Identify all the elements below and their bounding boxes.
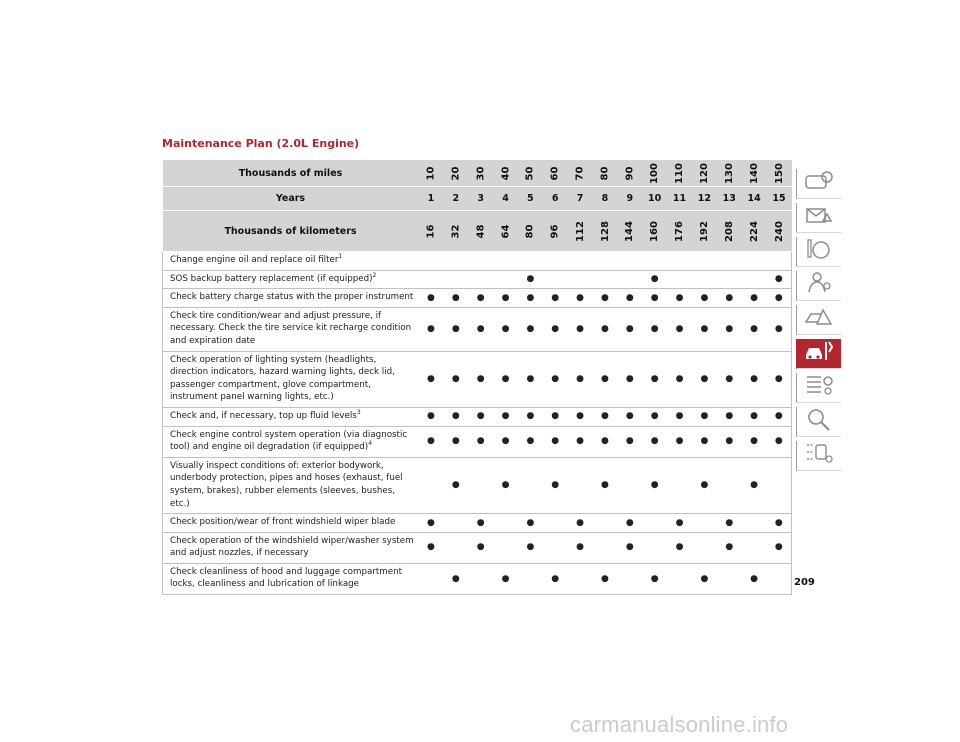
- year-column-6: 6: [543, 187, 568, 211]
- empty-cell: [518, 457, 543, 513]
- km-column-4: 64: [493, 211, 518, 252]
- empty-cell: [692, 532, 717, 563]
- service-due-bullet: ●: [717, 307, 742, 351]
- service-due-bullet: ●: [593, 307, 618, 351]
- service-due-bullet: ●: [692, 307, 717, 351]
- service-due-bullet: ●: [493, 307, 518, 351]
- service-due-bullet: ●: [543, 457, 568, 513]
- service-due-bullet: ●: [617, 514, 642, 533]
- service-due-bullet: ●: [667, 532, 692, 563]
- service-due-bullet: ●: [742, 407, 767, 426]
- service-due-bullet: ●: [742, 351, 767, 407]
- service-due-bullet: ●: [742, 426, 767, 457]
- year-column-11: 11: [667, 187, 692, 211]
- service-due-bullet: ●: [767, 289, 792, 308]
- empty-cell: [543, 270, 568, 289]
- service-due-bullet: ●: [767, 351, 792, 407]
- service-due-bullet: ●: [617, 289, 642, 308]
- service-due-bullet: ●: [419, 532, 444, 563]
- service-due-bullet: ●: [419, 426, 444, 457]
- miles-column-11: 110: [667, 160, 692, 187]
- service-due-bullet: ●: [667, 514, 692, 533]
- service-due-bullet: ●: [617, 407, 642, 426]
- service-due-bullet: ●: [617, 532, 642, 563]
- emergency-icon: [803, 304, 835, 335]
- years-header-row: [163, 187, 792, 211]
- empty-cell: [617, 252, 642, 271]
- empty-cell: [419, 563, 444, 594]
- starting-driving-icon: [803, 270, 835, 301]
- table-row: [163, 426, 792, 457]
- table-row: [163, 351, 792, 407]
- miles-column-12: 120: [692, 160, 717, 187]
- service-item-label: Check operation of the windshield wiper/washer system and adjust nozzles, if necessary: [163, 532, 419, 563]
- empty-cell: [642, 514, 667, 533]
- service-item-label: Visually inspect conditions of: exterior bodywork, underbody protection, pipes and hoses (exhaust, fuel system, brakes), rubber elements (sleeves, bushes, etc.): [163, 457, 419, 513]
- table-row: [163, 252, 792, 271]
- service-due-bullet: ●: [543, 307, 568, 351]
- service-due-bullet: ●: [717, 532, 742, 563]
- chapter-tab-sidebar: [796, 169, 841, 475]
- service-due-bullet: ●: [419, 289, 444, 308]
- miles-header-row: [163, 160, 792, 187]
- table-row: [163, 407, 792, 426]
- km-column-6: 96: [543, 211, 568, 252]
- service-due-bullet: ●: [617, 351, 642, 407]
- service-item-label: Check cleanliness of hood and luggage compartment locks, cleanliness and lubrication of linkage: [163, 563, 419, 594]
- year-column-10: 10: [642, 187, 667, 211]
- empty-cell: [692, 252, 717, 271]
- service-due-bullet: ●: [443, 351, 468, 407]
- empty-cell: [468, 457, 493, 513]
- watermark-text: carmanualsonline.info: [570, 712, 789, 737]
- empty-cell: [717, 252, 742, 271]
- service-due-bullet: ●: [493, 289, 518, 308]
- service-due-bullet: ●: [642, 457, 667, 513]
- technical-specs-icon: [803, 372, 835, 403]
- empty-cell: [419, 457, 444, 513]
- service-due-bullet: ●: [667, 426, 692, 457]
- year-column-1: 1: [419, 187, 444, 211]
- service-due-bullet: ●: [593, 426, 618, 457]
- year-column-14: 14: [742, 187, 767, 211]
- empty-cell: [667, 252, 692, 271]
- service-due-bullet: ●: [443, 307, 468, 351]
- service-due-bullet: ●: [468, 426, 493, 457]
- service-item-label: Check position/wear of front windshield wiper blade: [163, 514, 419, 533]
- service-due-bullet: ●: [543, 351, 568, 407]
- multimedia-icon: [803, 440, 835, 471]
- service-due-bullet: ●: [419, 351, 444, 407]
- service-due-bullet: ●: [692, 426, 717, 457]
- chapter-tab-technical-specs[interactable]: [796, 373, 841, 403]
- empty-cell: [617, 457, 642, 513]
- empty-cell: [593, 270, 618, 289]
- service-due-bullet: ●: [468, 307, 493, 351]
- year-column-3: 3: [468, 187, 493, 211]
- service-due-bullet: ●: [717, 426, 742, 457]
- miles-column-10: 100: [642, 160, 667, 187]
- service-due-bullet: ●: [767, 426, 792, 457]
- service-due-bullet: ●: [767, 307, 792, 351]
- empty-cell: [617, 563, 642, 594]
- empty-cell: [443, 514, 468, 533]
- empty-cell: [543, 514, 568, 533]
- service-due-bullet: ●: [692, 289, 717, 308]
- empty-cell: [568, 252, 593, 271]
- service-due-bullet: ●: [543, 563, 568, 594]
- service-due-bullet: ●: [468, 407, 493, 426]
- service-due-bullet: ●: [443, 407, 468, 426]
- service-due-bullet: ●: [742, 457, 767, 513]
- page-title: Maintenance Plan (2.0L Engine): [162, 137, 360, 150]
- service-due-bullet: ●: [767, 514, 792, 533]
- empty-cell: [667, 563, 692, 594]
- service-due-bullet: ●: [742, 563, 767, 594]
- empty-cell: [692, 270, 717, 289]
- km-column-10: 160: [642, 211, 667, 252]
- km-column-8: 128: [593, 211, 618, 252]
- service-due-bullet: ●: [717, 407, 742, 426]
- km-column-2: 32: [443, 211, 468, 252]
- chapter-tab-warning-lights[interactable]: [796, 203, 841, 233]
- miles-column-4: 40: [493, 160, 518, 187]
- service-due-bullet: ●: [568, 351, 593, 407]
- chapter-tab-dashboard[interactable]: [796, 169, 841, 199]
- servicing-maintenance-icon: [803, 338, 835, 369]
- service-due-bullet: ●: [692, 407, 717, 426]
- empty-cell: [518, 563, 543, 594]
- empty-cell: [593, 532, 618, 563]
- service-due-bullet: ●: [443, 457, 468, 513]
- service-due-bullet: ●: [468, 351, 493, 407]
- page-number: 209: [794, 577, 815, 588]
- footnote-marker: 1: [338, 253, 343, 261]
- empty-cell: [742, 514, 767, 533]
- service-due-bullet: ●: [568, 514, 593, 533]
- service-due-bullet: ●: [593, 563, 618, 594]
- miles-column-5: 50: [518, 160, 543, 187]
- table-row: [163, 514, 792, 533]
- empty-cell: [568, 457, 593, 513]
- empty-cell: [717, 457, 742, 513]
- year-column-5: 5: [518, 187, 543, 211]
- service-due-bullet: ●: [493, 426, 518, 457]
- chapter-tab-multimedia[interactable]: [796, 441, 841, 471]
- service-due-bullet: ●: [717, 289, 742, 308]
- chapter-tab-servicing-maintenance[interactable]: [796, 339, 841, 369]
- empty-cell: [642, 532, 667, 563]
- service-due-bullet: ●: [642, 351, 667, 407]
- empty-cell: [742, 532, 767, 563]
- service-item-label: Change engine oil and replace oil filter$^1$: [163, 252, 419, 271]
- service-due-bullet: ●: [593, 407, 618, 426]
- miles-column-13: 130: [717, 160, 742, 187]
- empty-cell: [667, 270, 692, 289]
- service-due-bullet: ●: [493, 407, 518, 426]
- chapter-tab-index-search[interactable]: [796, 407, 841, 437]
- empty-cell: [593, 252, 618, 271]
- service-due-bullet: ●: [518, 270, 543, 289]
- empty-cell: [543, 252, 568, 271]
- empty-cell: [443, 532, 468, 563]
- warning-lights-icon: [803, 202, 835, 233]
- miles-column-9: 90: [617, 160, 642, 187]
- service-due-bullet: ●: [568, 307, 593, 351]
- service-item-label: Check tire condition/wear and adjust pressure, if necessary. Check the tire service kit recharge condition and expiration date: [163, 307, 419, 351]
- service-due-bullet: ●: [518, 407, 543, 426]
- empty-cell: [518, 252, 543, 271]
- service-due-bullet: ●: [717, 351, 742, 407]
- empty-cell: [493, 252, 518, 271]
- year-column-2: 2: [443, 187, 468, 211]
- service-due-bullet: ●: [642, 289, 667, 308]
- index-search-icon: [803, 406, 835, 437]
- service-due-bullet: ●: [568, 289, 593, 308]
- service-due-bullet: ●: [518, 351, 543, 407]
- service-item-label: SOS backup battery replacement (if equipped)$^2$: [163, 270, 419, 289]
- service-due-bullet: ●: [518, 514, 543, 533]
- empty-cell: [593, 514, 618, 533]
- footnote-marker: 2: [372, 271, 377, 279]
- miles-header-label: Thousands of miles: [163, 160, 419, 187]
- service-due-bullet: ●: [692, 563, 717, 594]
- service-due-bullet: ●: [742, 307, 767, 351]
- service-due-bullet: ●: [419, 407, 444, 426]
- service-due-bullet: ●: [419, 307, 444, 351]
- service-due-bullet: ●: [518, 426, 543, 457]
- km-column-12: 192: [692, 211, 717, 252]
- empty-cell: [667, 457, 692, 513]
- miles-column-6: 60: [543, 160, 568, 187]
- service-due-bullet: ●: [443, 563, 468, 594]
- empty-cell: [543, 532, 568, 563]
- service-due-bullet: ●: [593, 351, 618, 407]
- service-due-bullet: ●: [767, 407, 792, 426]
- year-column-7: 7: [568, 187, 593, 211]
- service-due-bullet: ●: [568, 407, 593, 426]
- empty-cell: [642, 252, 667, 271]
- service-due-bullet: ●: [717, 514, 742, 533]
- table-row: [163, 457, 792, 513]
- footnote-marker: 3: [356, 409, 361, 417]
- empty-cell: [468, 252, 493, 271]
- km-column-7: 112: [568, 211, 593, 252]
- safety-icon: [803, 236, 835, 267]
- empty-cell: [767, 457, 792, 513]
- service-item-label: Check battery charge status with the proper instrument: [163, 289, 419, 308]
- service-due-bullet: ●: [642, 270, 667, 289]
- service-due-bullet: ●: [642, 307, 667, 351]
- km-column-9: 144: [617, 211, 642, 252]
- service-due-bullet: ●: [568, 532, 593, 563]
- miles-column-2: 20: [443, 160, 468, 187]
- service-due-bullet: ●: [568, 426, 593, 457]
- km-header-label: Thousands of kilometers: [163, 211, 419, 252]
- service-due-bullet: ●: [518, 532, 543, 563]
- km-column-5: 80: [518, 211, 543, 252]
- chapter-tab-emergency[interactable]: [796, 305, 841, 335]
- empty-cell: [767, 252, 792, 271]
- empty-cell: [493, 270, 518, 289]
- km-column-1: 16: [419, 211, 444, 252]
- years-header-label: Years: [163, 187, 419, 211]
- km-column-14: 224: [742, 211, 767, 252]
- service-due-bullet: ●: [493, 351, 518, 407]
- service-due-bullet: ●: [443, 426, 468, 457]
- empty-cell: [717, 563, 742, 594]
- km-header-row: [163, 211, 792, 252]
- service-due-bullet: ●: [667, 351, 692, 407]
- service-due-bullet: ●: [767, 532, 792, 563]
- service-due-bullet: ●: [642, 426, 667, 457]
- service-due-bullet: ●: [443, 289, 468, 308]
- year-column-8: 8: [593, 187, 618, 211]
- km-column-13: 208: [717, 211, 742, 252]
- footnote-marker: 4: [368, 440, 373, 448]
- empty-cell: [568, 270, 593, 289]
- table-row: [163, 563, 792, 594]
- service-due-bullet: ●: [742, 289, 767, 308]
- empty-cell: [443, 252, 468, 271]
- table-row: [163, 270, 792, 289]
- service-due-bullet: ●: [593, 289, 618, 308]
- miles-column-3: 30: [468, 160, 493, 187]
- miles-column-14: 140: [742, 160, 767, 187]
- empty-cell: [419, 270, 444, 289]
- service-due-bullet: ●: [543, 289, 568, 308]
- year-column-9: 9: [617, 187, 642, 211]
- empty-cell: [468, 563, 493, 594]
- empty-cell: [742, 252, 767, 271]
- chapter-tab-safety[interactable]: [796, 237, 841, 267]
- service-due-bullet: ●: [593, 457, 618, 513]
- service-due-bullet: ●: [468, 514, 493, 533]
- km-column-11: 176: [667, 211, 692, 252]
- km-column-15: 240: [767, 211, 792, 252]
- service-due-bullet: ●: [692, 351, 717, 407]
- miles-column-1: 10: [419, 160, 444, 187]
- table-row: [163, 289, 792, 308]
- empty-cell: [419, 252, 444, 271]
- empty-cell: [493, 532, 518, 563]
- service-due-bullet: ●: [543, 426, 568, 457]
- service-due-bullet: ●: [642, 563, 667, 594]
- empty-cell: [767, 563, 792, 594]
- empty-cell: [742, 270, 767, 289]
- table-row: [163, 532, 792, 563]
- empty-cell: [443, 270, 468, 289]
- service-due-bullet: ●: [493, 457, 518, 513]
- service-due-bullet: ●: [468, 532, 493, 563]
- service-due-bullet: ●: [667, 289, 692, 308]
- service-due-bullet: ●: [518, 289, 543, 308]
- empty-cell: [568, 563, 593, 594]
- empty-cell: [617, 270, 642, 289]
- km-column-3: 48: [468, 211, 493, 252]
- maintenance-table: [162, 160, 792, 595]
- service-item-label: Check operation of lighting system (headlights, direction indicators, hazard warning lights, deck lid, passenger compartment, glove compartment, instrument panel warning lights, etc.): [163, 351, 419, 407]
- service-due-bullet: ●: [642, 407, 667, 426]
- service-due-bullet: ●: [667, 307, 692, 351]
- service-due-bullet: ●: [419, 514, 444, 533]
- service-due-bullet: ●: [518, 307, 543, 351]
- miles-column-15: 150: [767, 160, 792, 187]
- year-column-4: 4: [493, 187, 518, 211]
- service-due-bullet: ●: [667, 407, 692, 426]
- chapter-tab-starting-driving[interactable]: [796, 271, 841, 301]
- miles-column-8: 80: [593, 160, 618, 187]
- year-column-12: 12: [692, 187, 717, 211]
- service-due-bullet: ●: [617, 307, 642, 351]
- service-due-bullet: ●: [767, 270, 792, 289]
- table-row: [163, 307, 792, 351]
- service-item-label: Check engine control system operation (via diagnostic tool) and engine oil degradation (if equipped)$^4$: [163, 426, 419, 457]
- year-column-13: 13: [717, 187, 742, 211]
- maintenance-table-body: [163, 252, 792, 595]
- service-due-bullet: ●: [543, 407, 568, 426]
- empty-cell: [717, 270, 742, 289]
- dashboard-icon: [803, 168, 835, 199]
- service-item-label: Check and, if necessary, top up fluid levels$^3$: [163, 407, 419, 426]
- service-due-bullet: ●: [468, 289, 493, 308]
- empty-cell: [493, 514, 518, 533]
- year-column-15: 15: [767, 187, 792, 211]
- miles-column-7: 70: [568, 160, 593, 187]
- empty-cell: [692, 514, 717, 533]
- service-due-bullet: ●: [692, 457, 717, 513]
- service-due-bullet: ●: [493, 563, 518, 594]
- service-due-bullet: ●: [617, 426, 642, 457]
- empty-cell: [468, 270, 493, 289]
